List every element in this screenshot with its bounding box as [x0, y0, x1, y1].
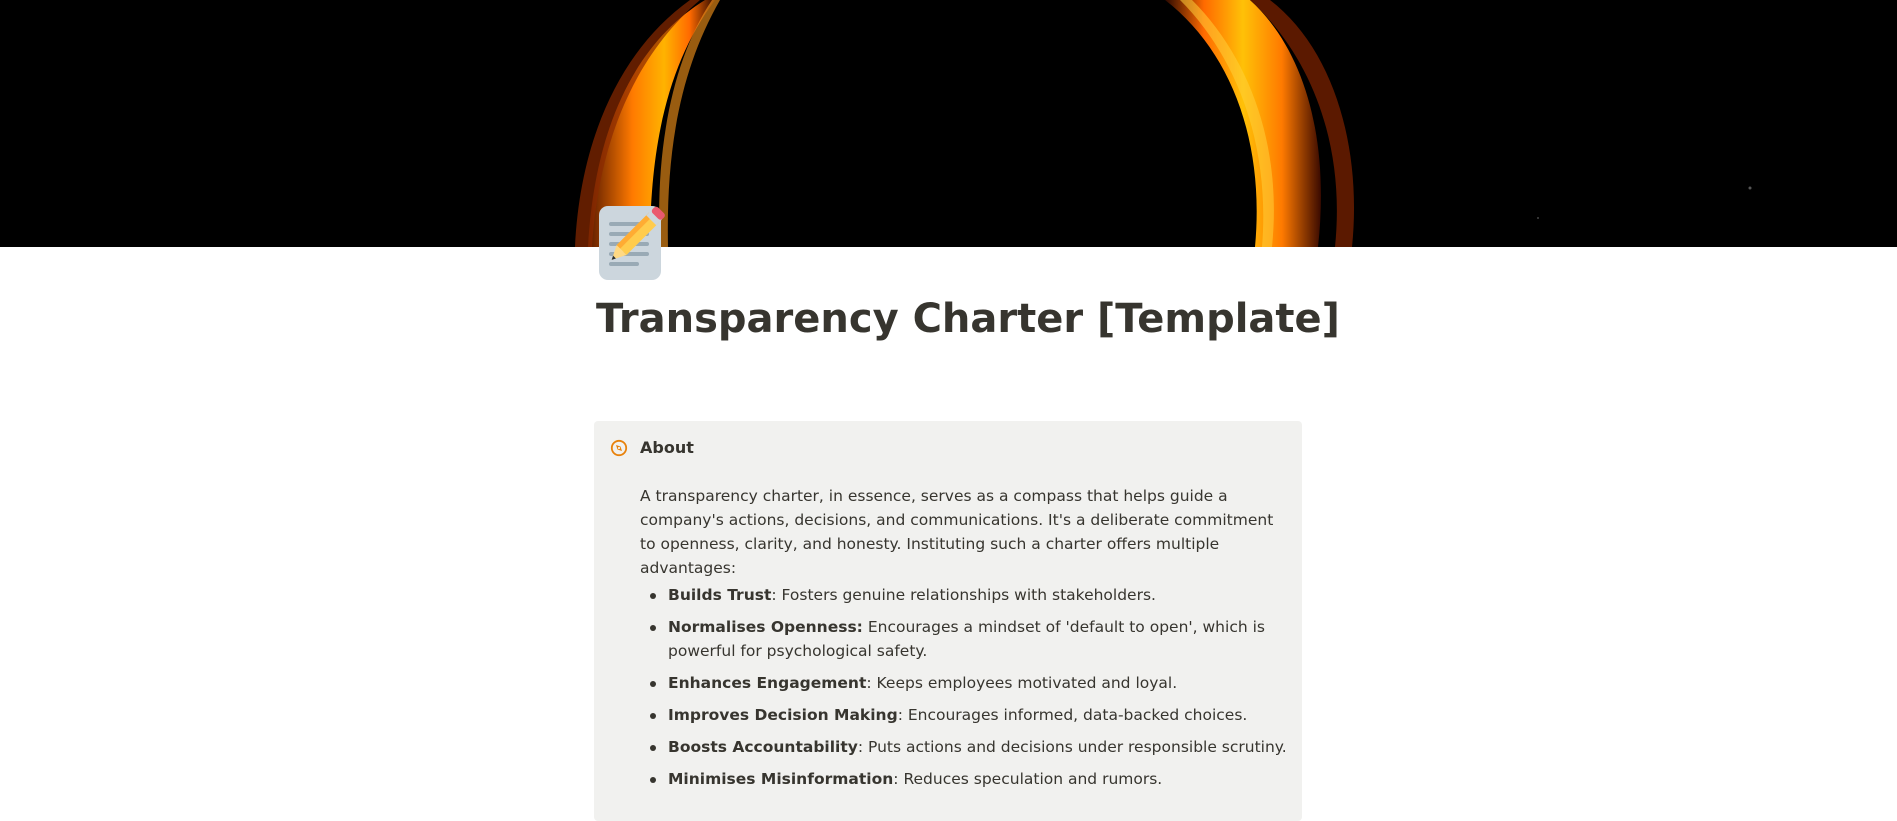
bullet-term: Normalises Openness: — [668, 618, 863, 636]
fire-ring-graphic — [0, 0, 1897, 247]
list-item — [640, 583, 1290, 607]
list-item — [640, 735, 1290, 759]
bullet-text: Reduces speculation and rumors. — [903, 770, 1163, 788]
bullet-text: Encourages informed, data-backed choices. — [907, 706, 1248, 724]
list-item — [640, 767, 1290, 791]
page-cover-image[interactable] — [0, 0, 1897, 247]
bullet-term: Builds Trust — [668, 586, 772, 604]
bullet-text: Keeps employees motivated and loyal. — [876, 674, 1178, 692]
bullet-text: Encourages a mindset of 'default to open', which is powerful for psychological safety. — [668, 618, 1265, 660]
bullet-term: Improves Decision Making — [668, 706, 898, 724]
bullet-separator: : — [866, 674, 877, 692]
bullet-term: Boosts Accountability — [668, 738, 858, 756]
bullet-term: Minimises Misinformation — [668, 770, 894, 788]
compass-icon — [610, 439, 628, 457]
bullet-separator: : — [893, 770, 904, 788]
memo-pencil-icon[interactable] — [597, 204, 667, 282]
list-item — [640, 671, 1290, 695]
bullet-separator: : — [771, 586, 782, 604]
advantages-list — [640, 583, 1290, 799]
list-item — [640, 615, 1290, 663]
about-callout[interactable] — [594, 421, 1302, 821]
bullet-text: Puts actions and decisions under responsible scrutiny. — [868, 738, 1287, 756]
list-item — [640, 703, 1290, 727]
page-title[interactable]: Transparency Charter [Template] — [596, 296, 1340, 342]
callout-heading: About — [640, 438, 694, 457]
callout-intro-paragraph: A transparency charter, in essence, serves as a compass that helps guide a company's actions, decisions, and communications. It's a deliberate commitment to openness, clarity, and honesty. Instituting such a charter offers multiple advantages: — [640, 487, 1274, 577]
bullet-term: Enhances Engagement — [668, 674, 867, 692]
bullet-text: Fosters genuine relationships with stakeholders. — [781, 586, 1156, 604]
bullet-separator: : — [857, 738, 869, 756]
bullet-separator: : — [897, 706, 908, 724]
